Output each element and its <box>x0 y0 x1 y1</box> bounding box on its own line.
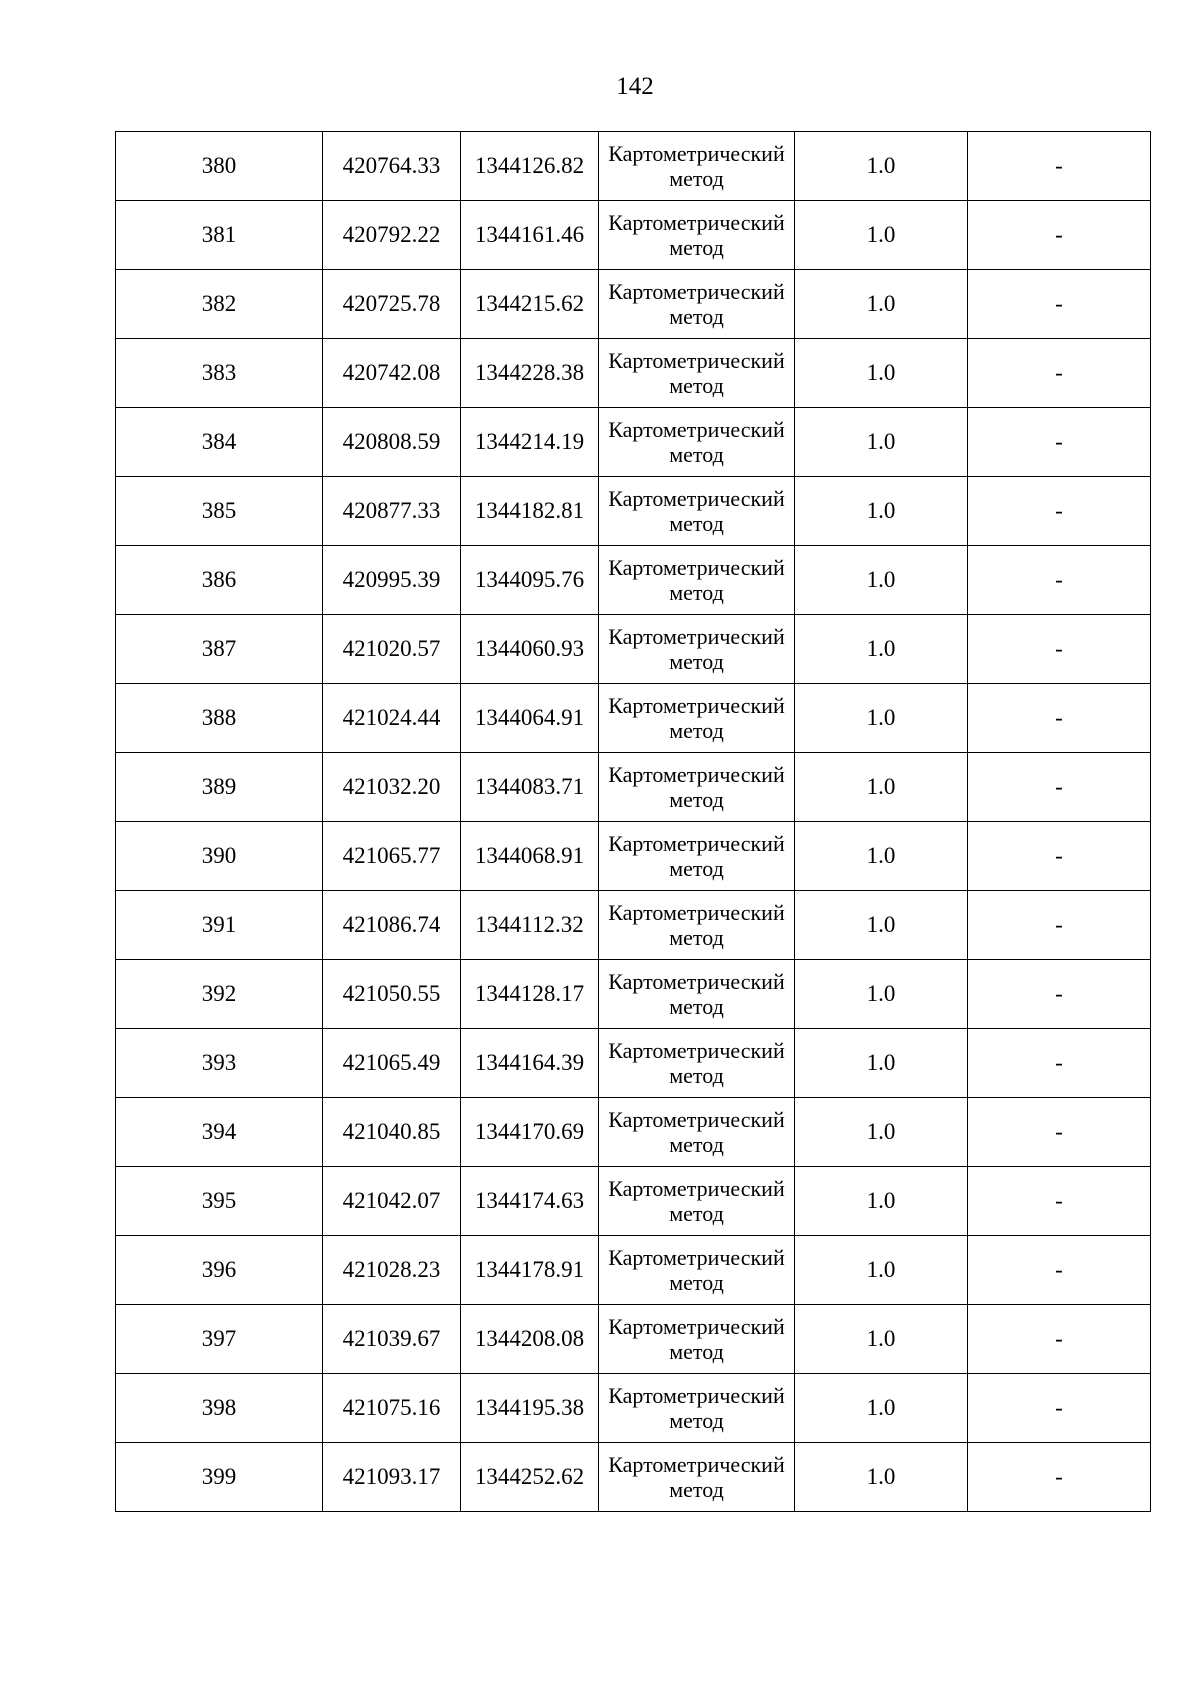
point-number-cell: 385 <box>116 477 323 546</box>
x-coordinate-cell: 421093.17 <box>323 1443 461 1512</box>
method-cell <box>599 615 795 684</box>
y-coordinate-cell: 1344182.81 <box>461 477 599 546</box>
method-label-line1: Картометрический <box>608 210 785 235</box>
y-coordinate-cell: 1344174.63 <box>461 1167 599 1236</box>
method-cell <box>599 201 795 270</box>
x-coordinate-cell: 421020.57 <box>323 615 461 684</box>
table-row <box>116 546 1151 615</box>
method-cell <box>599 684 795 753</box>
method-label-line2: метод <box>669 1132 724 1157</box>
table-row <box>116 1236 1151 1305</box>
point-number-cell: 394 <box>116 1098 323 1167</box>
note-cell: - <box>968 1443 1151 1512</box>
table-row <box>116 1098 1151 1167</box>
coordinates-table <box>115 131 1151 1512</box>
table-row <box>116 960 1151 1029</box>
note-cell: - <box>968 891 1151 960</box>
method-label-line2: метод <box>669 1339 724 1364</box>
method-label-line2: метод <box>669 235 724 260</box>
point-number-cell: 388 <box>116 684 323 753</box>
table-row <box>116 822 1151 891</box>
table-row <box>116 477 1151 546</box>
method-label-line1: Картометрический <box>608 1176 785 1201</box>
point-number-cell: 380 <box>116 132 323 201</box>
x-coordinate-cell: 421065.49 <box>323 1029 461 1098</box>
accuracy-cell: 1.0 <box>795 270 968 339</box>
method-cell <box>599 1236 795 1305</box>
accuracy-cell: 1.0 <box>795 1443 968 1512</box>
x-coordinate-cell: 420808.59 <box>323 408 461 477</box>
y-coordinate-cell: 1344195.38 <box>461 1374 599 1443</box>
y-coordinate-cell: 1344215.62 <box>461 270 599 339</box>
method-label-line2: метод <box>669 166 724 191</box>
point-number-cell: 391 <box>116 891 323 960</box>
accuracy-cell: 1.0 <box>795 546 968 615</box>
note-cell: - <box>968 1167 1151 1236</box>
method-cell <box>599 1443 795 1512</box>
method-label-line1: Картометрический <box>608 417 785 442</box>
y-coordinate-cell: 1344095.76 <box>461 546 599 615</box>
point-number-cell: 383 <box>116 339 323 408</box>
method-label-line2: метод <box>669 442 724 467</box>
page-number: 142 <box>616 73 654 100</box>
note-cell: - <box>968 477 1151 546</box>
method-label-line1: Картометрический <box>608 279 785 304</box>
method-label-line1: Картометрический <box>608 348 785 373</box>
method-cell <box>599 1305 795 1374</box>
method-cell <box>599 891 795 960</box>
y-coordinate-cell: 1344064.91 <box>461 684 599 753</box>
method-cell <box>599 1029 795 1098</box>
note-cell: - <box>968 1305 1151 1374</box>
y-coordinate-cell: 1344164.39 <box>461 1029 599 1098</box>
note-cell: - <box>968 201 1151 270</box>
method-cell <box>599 339 795 408</box>
point-number-cell: 389 <box>116 753 323 822</box>
method-label-line2: метод <box>669 373 724 398</box>
table-row <box>116 270 1151 339</box>
y-coordinate-cell: 1344068.91 <box>461 822 599 891</box>
y-coordinate-cell: 1344060.93 <box>461 615 599 684</box>
note-cell: - <box>968 408 1151 477</box>
note-cell: - <box>968 1098 1151 1167</box>
method-cell <box>599 960 795 1029</box>
method-label-line2: метод <box>669 856 724 881</box>
point-number-cell: 393 <box>116 1029 323 1098</box>
method-cell <box>599 822 795 891</box>
method-cell <box>599 546 795 615</box>
table-row <box>116 684 1151 753</box>
x-coordinate-cell: 421032.20 <box>323 753 461 822</box>
method-label-line1: Картометрический <box>608 762 785 787</box>
x-coordinate-cell: 421042.07 <box>323 1167 461 1236</box>
note-cell: - <box>968 753 1151 822</box>
table-row <box>116 1305 1151 1374</box>
method-label-line1: Картометрический <box>608 486 785 511</box>
method-label-line1: Картометрический <box>608 1107 785 1132</box>
note-cell: - <box>968 615 1151 684</box>
method-label-line1: Картометрический <box>608 141 785 166</box>
method-label-line2: метод <box>669 580 724 605</box>
table-row <box>116 132 1151 201</box>
table-row <box>116 891 1151 960</box>
point-number-cell: 397 <box>116 1305 323 1374</box>
method-label-line2: метод <box>669 511 724 536</box>
method-cell <box>599 1167 795 1236</box>
point-number-cell: 386 <box>116 546 323 615</box>
note-cell: - <box>968 132 1151 201</box>
x-coordinate-cell: 421086.74 <box>323 891 461 960</box>
method-label-line2: метод <box>669 649 724 674</box>
point-number-cell: 384 <box>116 408 323 477</box>
note-cell: - <box>968 546 1151 615</box>
y-coordinate-cell: 1344112.32 <box>461 891 599 960</box>
accuracy-cell: 1.0 <box>795 132 968 201</box>
method-label-line2: метод <box>669 1201 724 1226</box>
method-label-line1: Картометрический <box>608 1314 785 1339</box>
note-cell: - <box>968 339 1151 408</box>
x-coordinate-cell: 420792.22 <box>323 201 461 270</box>
y-coordinate-cell: 1344252.62 <box>461 1443 599 1512</box>
x-coordinate-cell: 420877.33 <box>323 477 461 546</box>
point-number-cell: 399 <box>116 1443 323 1512</box>
table-row <box>116 1167 1151 1236</box>
table-body <box>116 132 1151 1512</box>
method-label-line2: метод <box>669 925 724 950</box>
accuracy-cell: 1.0 <box>795 960 968 1029</box>
x-coordinate-cell: 421028.23 <box>323 1236 461 1305</box>
x-coordinate-cell: 421040.85 <box>323 1098 461 1167</box>
accuracy-cell: 1.0 <box>795 1167 968 1236</box>
note-cell: - <box>968 270 1151 339</box>
point-number-cell: 392 <box>116 960 323 1029</box>
accuracy-cell: 1.0 <box>795 339 968 408</box>
method-cell <box>599 1374 795 1443</box>
note-cell: - <box>968 1374 1151 1443</box>
x-coordinate-cell: 421024.44 <box>323 684 461 753</box>
accuracy-cell: 1.0 <box>795 1029 968 1098</box>
y-coordinate-cell: 1344214.19 <box>461 408 599 477</box>
method-cell <box>599 132 795 201</box>
method-label-line2: метод <box>669 787 724 812</box>
accuracy-cell: 1.0 <box>795 1305 968 1374</box>
method-label-line1: Картометрический <box>608 1245 785 1270</box>
accuracy-cell: 1.0 <box>795 201 968 270</box>
method-label-line2: метод <box>669 1477 724 1502</box>
x-coordinate-cell: 421050.55 <box>323 960 461 1029</box>
accuracy-cell: 1.0 <box>795 891 968 960</box>
method-label-line1: Картометрический <box>608 555 785 580</box>
method-label-line2: метод <box>669 994 724 1019</box>
y-coordinate-cell: 1344161.46 <box>461 201 599 270</box>
method-cell <box>599 753 795 822</box>
note-cell: - <box>968 960 1151 1029</box>
method-cell <box>599 1098 795 1167</box>
table-row <box>116 1029 1151 1098</box>
table-row <box>116 201 1151 270</box>
method-label-line1: Картометрический <box>608 693 785 718</box>
table-row <box>116 1443 1151 1512</box>
method-label-line1: Картометрический <box>608 624 785 649</box>
method-label-line1: Картометрический <box>608 969 785 994</box>
y-coordinate-cell: 1344126.82 <box>461 132 599 201</box>
y-coordinate-cell: 1344170.69 <box>461 1098 599 1167</box>
accuracy-cell: 1.0 <box>795 1374 968 1443</box>
method-label-line2: метод <box>669 1408 724 1433</box>
point-number-cell: 387 <box>116 615 323 684</box>
note-cell: - <box>968 684 1151 753</box>
accuracy-cell: 1.0 <box>795 684 968 753</box>
table-row <box>116 408 1151 477</box>
x-coordinate-cell: 420742.08 <box>323 339 461 408</box>
y-coordinate-cell: 1344208.08 <box>461 1305 599 1374</box>
y-coordinate-cell: 1344228.38 <box>461 339 599 408</box>
method-label-line1: Картометрический <box>608 1038 785 1063</box>
x-coordinate-cell: 421065.77 <box>323 822 461 891</box>
x-coordinate-cell: 420995.39 <box>323 546 461 615</box>
method-label-line1: Картометрический <box>608 1452 785 1477</box>
accuracy-cell: 1.0 <box>795 753 968 822</box>
method-cell <box>599 408 795 477</box>
x-coordinate-cell: 420725.78 <box>323 270 461 339</box>
method-label-line1: Картометрический <box>608 831 785 856</box>
y-coordinate-cell: 1344178.91 <box>461 1236 599 1305</box>
point-number-cell: 381 <box>116 201 323 270</box>
x-coordinate-cell: 421039.67 <box>323 1305 461 1374</box>
note-cell: - <box>968 1029 1151 1098</box>
note-cell: - <box>968 1236 1151 1305</box>
y-coordinate-cell: 1344128.17 <box>461 960 599 1029</box>
point-number-cell: 395 <box>116 1167 323 1236</box>
method-label-line2: метод <box>669 718 724 743</box>
method-cell <box>599 270 795 339</box>
y-coordinate-cell: 1344083.71 <box>461 753 599 822</box>
point-number-cell: 382 <box>116 270 323 339</box>
note-cell: - <box>968 822 1151 891</box>
accuracy-cell: 1.0 <box>795 477 968 546</box>
method-label-line2: метод <box>669 1063 724 1088</box>
point-number-cell: 390 <box>116 822 323 891</box>
x-coordinate-cell: 420764.33 <box>323 132 461 201</box>
table-row <box>116 615 1151 684</box>
method-label-line1: Картометрический <box>608 1383 785 1408</box>
accuracy-cell: 1.0 <box>795 822 968 891</box>
table-row <box>116 753 1151 822</box>
accuracy-cell: 1.0 <box>795 615 968 684</box>
point-number-cell: 396 <box>116 1236 323 1305</box>
table-row <box>116 339 1151 408</box>
method-label-line2: метод <box>669 304 724 329</box>
point-number-cell: 398 <box>116 1374 323 1443</box>
accuracy-cell: 1.0 <box>795 1236 968 1305</box>
method-cell <box>599 477 795 546</box>
table-row <box>116 1374 1151 1443</box>
x-coordinate-cell: 421075.16 <box>323 1374 461 1443</box>
accuracy-cell: 1.0 <box>795 1098 968 1167</box>
accuracy-cell: 1.0 <box>795 408 968 477</box>
method-label-line1: Картометрический <box>608 900 785 925</box>
method-label-line2: метод <box>669 1270 724 1295</box>
